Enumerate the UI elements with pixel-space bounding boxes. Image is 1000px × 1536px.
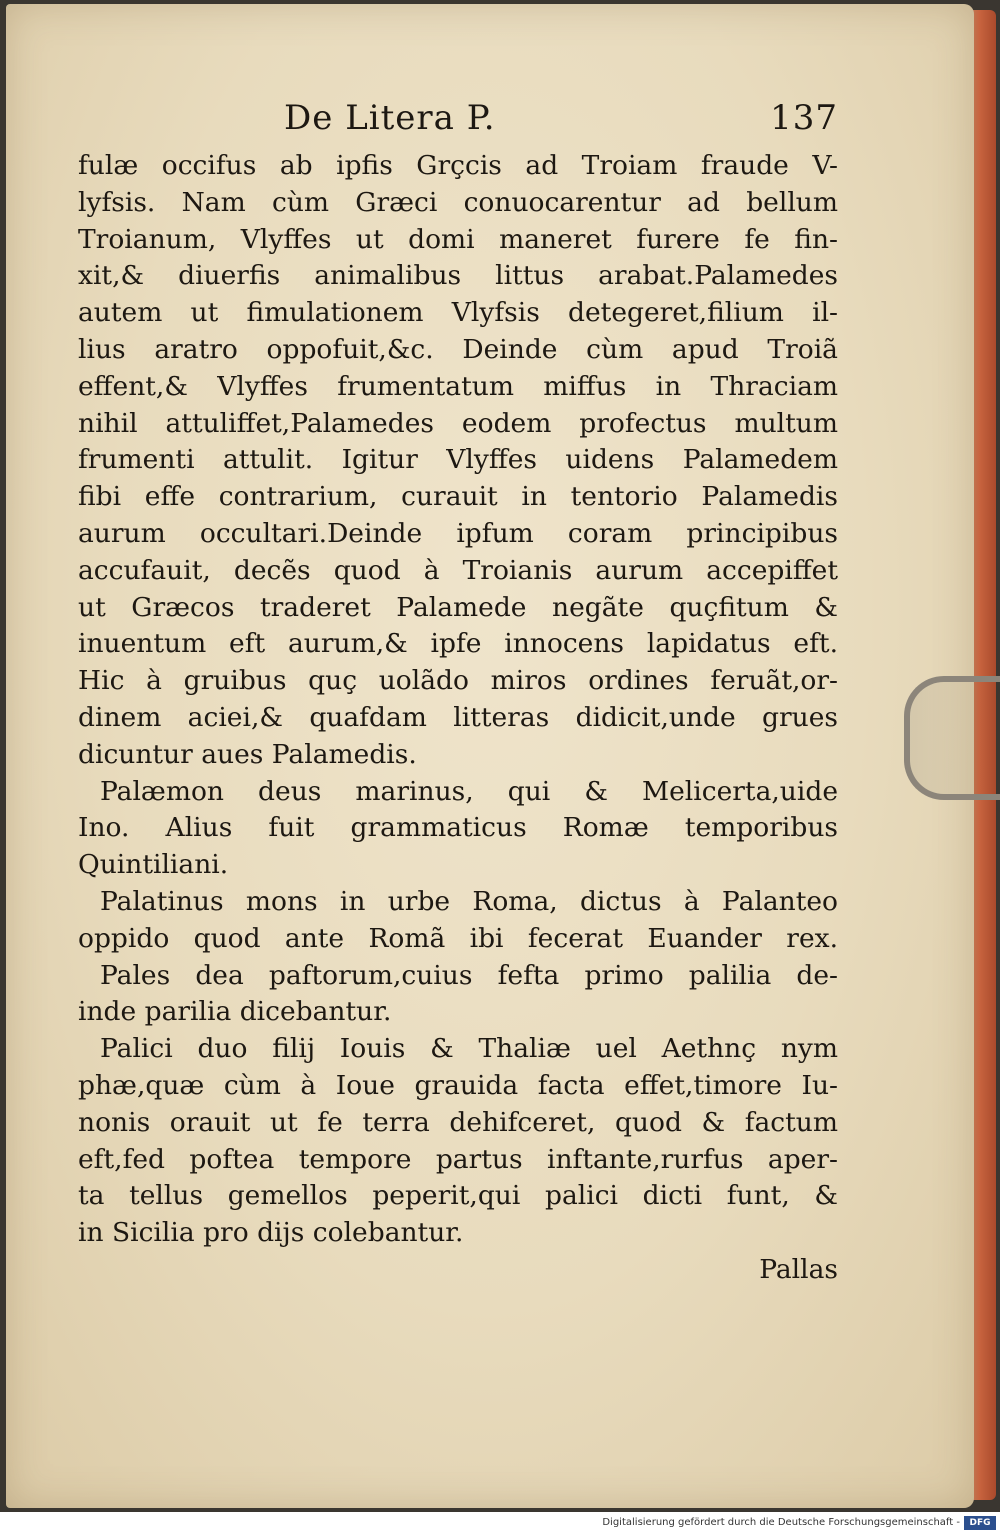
text-line: Troianum, Vlyffes ut domi maneret furere fe fin-	[78, 223, 838, 255]
text-line: lius aratro oppofuit,&c. Deinde cùm apud Troiã	[78, 333, 838, 365]
text-line: in Sicilia pro dijs colebantur.	[78, 1217, 464, 1249]
entry-palatinus	[78, 884, 838, 958]
text-line: fibi effe contrarium, curauit in tentorio Palamedis	[78, 481, 838, 513]
text-block	[78, 98, 838, 1289]
text-line: Pales dea paftorum,cuius fefta primo palilia de-	[100, 959, 838, 991]
footer-credit: Digitalisierung gefördert durch die Deutsche Forschungsgemeinschaft -	[602, 1517, 960, 1528]
text-line: inde parilia dicebantur.	[78, 996, 392, 1028]
text-line: Palici duo filij Iouis & Thaliæ uel Aethnç nym	[100, 1033, 838, 1065]
text-line: xit,& diuerfis animalibus littus arabat.Palamedes	[78, 260, 838, 292]
text-line: effent,& Vlyffes frumentatum miffus in Thraciam	[78, 370, 838, 402]
text-line: phæ,quæ cùm à Ioue grauida facta effet,timore Iu-	[78, 1069, 838, 1101]
catchword: Pallas	[759, 1253, 838, 1285]
page-number: 137	[770, 98, 838, 138]
digitization-footer	[0, 1512, 1000, 1536]
text-line: oppido quod ante Romã ibi fecerat Euander rex.	[78, 922, 838, 954]
running-head: De Litera P.	[284, 98, 496, 138]
text-line: accufauit, decẽs quod à Troianis aurum accepiffet	[78, 554, 838, 586]
text-line: lyfsis. Nam cùm Græci conuocarentur ad bellum	[78, 186, 838, 218]
text-line: dinem aciei,& quafdam litteras didicit,unde grues	[78, 701, 838, 733]
text-line: eft,fed poftea tempore partus inftante,rurfus aper-	[78, 1143, 838, 1175]
text-line: ta tellus gemellos peperit,qui palici dicti funt, &	[78, 1180, 838, 1212]
text-line: frumenti attulit. Igitur Vlyffes uidens Palamedem	[78, 444, 838, 476]
text-line: Ino. Alius fuit grammaticus Romæ temporibus	[78, 812, 838, 844]
text-line: nihil attuliffet,Palamedes eodem profectus multum	[78, 407, 838, 439]
book-clasp	[904, 676, 1000, 800]
text-line: inuentum eft aurum,& ipfe innocens lapidatus eft.	[78, 628, 838, 660]
entry-pales	[78, 958, 838, 1032]
text-line: dicuntur aues Palamedis.	[78, 738, 417, 770]
text-line: Hic à gruibus quç uolãdo miros ordines feruãt,or-	[78, 665, 838, 697]
text-line: Palæmon deus marinus, qui & Melicerta,uide	[100, 775, 838, 807]
entry-palici	[78, 1031, 838, 1252]
text-line: Quintiliani.	[78, 849, 229, 881]
text-line: autem ut fimulationem Vlyfsis detegeret,filium il-	[78, 297, 838, 329]
text-line: aurum occultari.Deinde ipfum coram principibus	[78, 517, 838, 549]
entry-palamedes	[78, 148, 838, 774]
text-line: Palatinus mons in urbe Roma, dictus à Palanteo	[100, 885, 838, 917]
dfg-logo: DFG	[964, 1516, 996, 1530]
text-line: ut Græcos traderet Palamede negãte quçfitum &	[78, 591, 838, 623]
page-header	[78, 98, 838, 148]
text-line: nonis orauit ut fe terra dehifceret, quod & factum	[78, 1106, 838, 1138]
text-line: fulæ occifus ab ipfis Grçcis ad Troiam fraude V-	[78, 150, 838, 181]
entry-palaemon	[78, 774, 838, 884]
